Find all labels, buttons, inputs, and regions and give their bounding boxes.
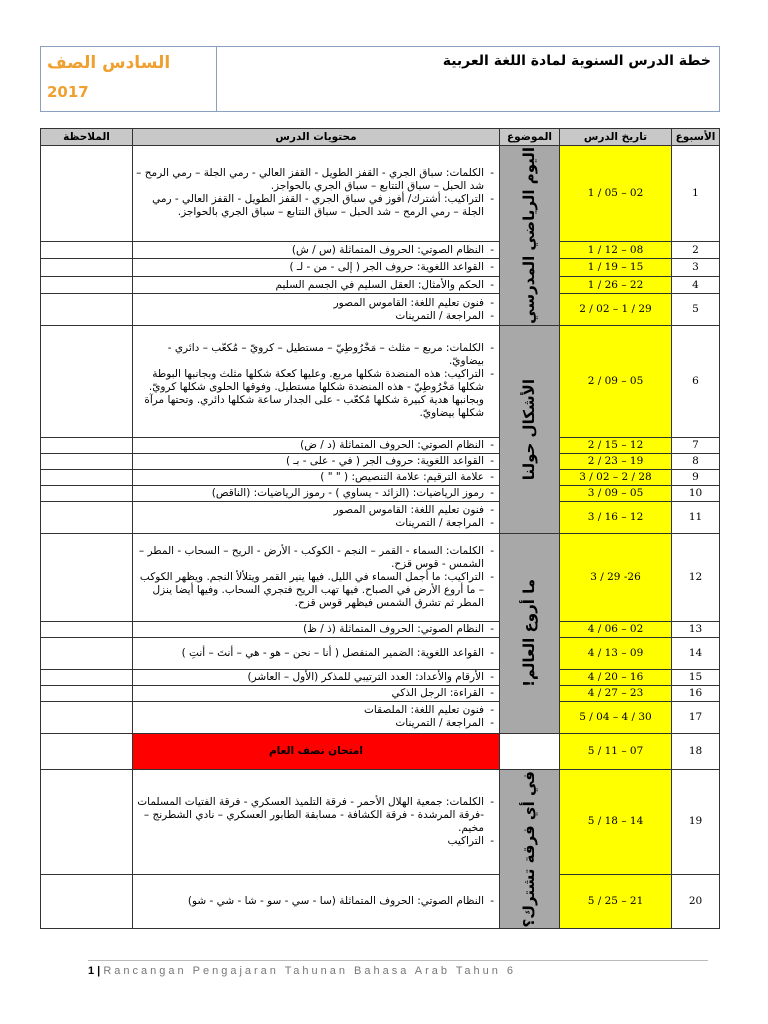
content-cell — [133, 469, 500, 485]
content-cell — [133, 437, 500, 453]
week-cell: 20 — [672, 875, 720, 929]
content-line: - التراكيب: ما أجمل السماء في الليل. فيها ينير القمر ويتلألأ النجم. ويظهر الكوكب – ما أروع الأرض في الصباح. فيها تهب الريح فتجري السحاب. وفيها أيضا ينزل المطر ثم تشرق الشمس فيظهر قوس قزح. — [136, 571, 484, 610]
date-cell: 02 – 05 / 1 — [560, 146, 672, 242]
date-cell: 21 – 25 / 5 — [560, 875, 672, 929]
col-week: الأسبوع — [672, 129, 720, 146]
table-row — [41, 453, 720, 469]
content-cell — [133, 294, 500, 326]
content-cell — [133, 769, 500, 874]
week-cell: 18 — [672, 733, 720, 769]
notes-cell — [41, 701, 133, 733]
content-line: - فنون تعليم اللغة: الملصقات — [136, 704, 484, 717]
col-content: محتويات الدرس — [133, 129, 500, 146]
content-cell — [133, 637, 500, 669]
content-cell — [133, 485, 500, 501]
notes-cell — [41, 533, 133, 621]
table-row — [41, 294, 720, 326]
week-cell: 4 — [672, 276, 720, 293]
topic-cell — [500, 325, 560, 533]
week-cell: 12 — [672, 533, 720, 621]
date-cell: 23 – 27 / 4 — [560, 685, 672, 701]
date-cell: 05 – 09 / 2 — [560, 325, 672, 437]
content-line: - القواعد اللغوية: حروف الجر ( إلى - من - لـ ) — [136, 261, 484, 274]
table-row — [41, 769, 720, 874]
notes-cell — [41, 501, 133, 533]
topic-cell — [500, 769, 560, 928]
week-cell: 19 — [672, 769, 720, 874]
date-cell: 09 – 13 / 4 — [560, 637, 672, 669]
date-cell: 12 – 16 / 3 — [560, 501, 672, 533]
topic-cell — [500, 533, 560, 733]
content-cell — [133, 621, 500, 637]
content-line: - النظام الصوتي: الحروف المتماثلة (ذ / ظ) — [136, 623, 484, 636]
week-cell: 16 — [672, 685, 720, 701]
content-line: - رموز الرياضيات: (الزائد - يساوي ) - رموز الرياضيات: (الناقص) — [136, 487, 484, 500]
content-cell — [133, 241, 500, 258]
content-line: - المراجعة / التمرينات — [136, 310, 484, 323]
document-title: خطة الدرس السنوية لمادة اللغة العربية — [442, 53, 711, 69]
content-line: - النظام الصوتي: الحروف المتماثلة (سا - سي - سو - شا - شي - شو) — [136, 895, 484, 908]
col-topic: الموضوع — [500, 129, 560, 146]
content-line: - القواعد اللغوية: حروف الجر ( في - على - بـ ) — [136, 455, 484, 468]
content-cell — [133, 259, 500, 276]
content-line: - الحكم والأمثال: العقل السليم في الجسم السليم — [136, 279, 484, 292]
table-row — [41, 469, 720, 485]
content-cell — [133, 533, 500, 621]
notes-cell — [41, 769, 133, 874]
week-cell: 9 — [672, 469, 720, 485]
date-cell: 19 – 23 / 2 — [560, 453, 672, 469]
notes-cell — [41, 485, 133, 501]
content-line: - الكلمات: مربع – مثلث – مَخْرُوطِيّ – مستطيل – كرويّ – مُكعّب – دائري - بيضاويّ. — [136, 342, 484, 368]
notes-cell — [41, 733, 133, 769]
week-cell: 10 — [672, 485, 720, 501]
table-row — [41, 485, 720, 501]
notes-cell — [41, 621, 133, 637]
footer-separator: | — [94, 965, 104, 977]
content-cell — [133, 325, 500, 437]
content-line: - القواعد اللغوية: الضمير المنفصل ( أنا – نحن – هو - هي – أنتَ – أنتِ ) — [136, 647, 484, 660]
week-cell: 11 — [672, 501, 720, 533]
content-line: - فنون تعليم اللغة: القاموس المصور — [136, 297, 484, 310]
notes-cell — [41, 325, 133, 437]
notes-cell — [41, 669, 133, 685]
date-cell: 15 – 19 / 1 — [560, 259, 672, 276]
table-row — [41, 146, 720, 242]
class-box — [41, 47, 217, 111]
content-line: - النظام الصوتي: الحروف المتماثلة (د / ض) — [136, 439, 484, 452]
content-line: - المراجعة / التمرينات — [136, 517, 484, 530]
week-cell: 6 — [672, 325, 720, 437]
content-cell — [133, 501, 500, 533]
topic-label: اليوم الرياضي المدرسي — [520, 147, 538, 324]
table-row — [41, 875, 720, 929]
date-cell: 29 / 1 – 02 / 2 — [560, 294, 672, 326]
content-cell — [133, 146, 500, 242]
content-line: - فنون تعليم اللغة: القاموس المصور — [136, 504, 484, 517]
page-number: 1 — [88, 965, 95, 977]
content-line: - الأرقام والأعداد: العدد الترتيبي للمذكر (الأول – العاشر) — [136, 671, 484, 684]
content-line: - التراكيب: هذه المنضدة شكلها مربع. وعليها كعكة شكلها مثلث وبجانبها البوطة شكلها مَخْرُوطِيّ - هذه المنضدة شكلها مستطيل. وفوقها الحلوى شكلها كرويّ. وبجانبها هدية كبيرة شكلها مُكعّب - على الجدار ساعة شكلها دائري. وتحتها مرآة شكلها بيضاويّ. — [136, 368, 484, 420]
table-row — [41, 437, 720, 453]
topic-label: الأشكال حولنا — [520, 378, 538, 480]
date-cell: 14 – 18 / 5 — [560, 769, 672, 874]
lesson-plan-table — [40, 128, 720, 929]
year-label: 2017 — [47, 83, 89, 101]
date-cell: 02 – 06 / 4 — [560, 621, 672, 637]
content-line: - التراكيب: أشترك/ أفوز في سباق الجري - القفز الطويل - القفز العالي - رمي الجلة – رمي الرمح – شد الحبل – سباق التتابع – سباق الجري بالحواجز. — [136, 193, 484, 219]
table-row — [41, 533, 720, 621]
document-header — [40, 46, 720, 112]
notes-cell — [41, 637, 133, 669]
topic-cell-empty — [500, 733, 560, 769]
content-cell — [133, 453, 500, 469]
week-cell: 3 — [672, 259, 720, 276]
content-line: - علامة الترقيم: علامة التنصيص: ( " " ) — [136, 471, 484, 484]
week-cell: 5 — [672, 294, 720, 326]
notes-cell — [41, 469, 133, 485]
table-header-row — [41, 129, 720, 146]
content-line: - المراجعة / التمرينات — [136, 717, 484, 730]
date-cell: 22 – 26 / 1 — [560, 276, 672, 293]
table-row — [41, 501, 720, 533]
week-cell: 7 — [672, 437, 720, 453]
notes-cell — [41, 146, 133, 242]
table-row — [41, 685, 720, 701]
content-line: - الكلمات: سباق الجري - القفز الطويل - القفز العالي - رمي الجلة – رمي الرمح – شد الحبل – سباق التتابع – سباق الجري بالحواجز. — [136, 167, 484, 193]
topic-label: ما أروع العالم! — [520, 579, 538, 688]
date-cell: 05 – 09 / 3 — [560, 485, 672, 501]
content-line: - الكلمات: السماء - القمر – النجم - الكوكب - الأرض - الريح – السحاب - المطر – الشمس - قوس قزح. — [136, 545, 484, 571]
table-row — [41, 241, 720, 258]
date-cell: 12 – 15 / 2 — [560, 437, 672, 453]
exam-cell: امتحان نصف العام — [133, 733, 500, 769]
table-row — [41, 701, 720, 733]
notes-cell — [41, 294, 133, 326]
content-cell — [133, 669, 500, 685]
table-row — [41, 669, 720, 685]
table-row — [41, 276, 720, 293]
content-line: - النظام الصوتي: الحروف المتماثلة (س / ش) — [136, 244, 484, 257]
notes-cell — [41, 437, 133, 453]
content-cell — [133, 276, 500, 293]
class-label: السادس الصف — [47, 53, 171, 73]
week-cell: 17 — [672, 701, 720, 733]
date-cell: 16 – 20 / 4 — [560, 669, 672, 685]
date-cell: 26- 29 / 3 — [560, 533, 672, 621]
week-cell: 13 — [672, 621, 720, 637]
footer-text: Rancangan Pengajaran Tahunan Bahasa Arab Tahun 6 — [103, 965, 517, 977]
date-cell: 28 / 2 – 02 / 3 — [560, 469, 672, 485]
notes-cell — [41, 259, 133, 276]
date-cell: 07 – 11 / 5 — [560, 733, 672, 769]
week-cell: 15 — [672, 669, 720, 685]
content-cell — [133, 685, 500, 701]
table-row — [41, 733, 720, 769]
date-cell: 08 – 12 / 1 — [560, 241, 672, 258]
content-line: - التراكيب — [136, 835, 484, 848]
table-row — [41, 621, 720, 637]
week-cell: 8 — [672, 453, 720, 469]
notes-cell — [41, 241, 133, 258]
content-line: - الكلمات: جمعية الهلال الأحمر - فرقة التلميذ العسكري - فرقة الفتيات المسلمات -فرقة المرشدة - فرقة الكشافة - مسابقة الطابور العسكري – نادي الشطرنج – مخيم. — [136, 796, 484, 835]
notes-cell — [41, 685, 133, 701]
table-row — [41, 325, 720, 437]
notes-cell — [41, 276, 133, 293]
topic-label: في أي فرقة تشترك؟ — [520, 770, 538, 928]
col-notes: الملاحظة — [41, 129, 133, 146]
col-date: تاريخ الدرس — [560, 129, 672, 146]
week-cell: 2 — [672, 241, 720, 258]
week-cell: 1 — [672, 146, 720, 242]
page-footer — [88, 960, 708, 977]
content-cell — [133, 701, 500, 733]
topic-cell — [500, 146, 560, 326]
week-cell: 14 — [672, 637, 720, 669]
content-line: - القراءة: الرجل الذكي — [136, 687, 484, 700]
notes-cell — [41, 875, 133, 929]
date-cell: 30 / 4 – 04 / 5 — [560, 701, 672, 733]
table-row — [41, 259, 720, 276]
notes-cell — [41, 453, 133, 469]
content-cell — [133, 875, 500, 929]
table-row — [41, 637, 720, 669]
